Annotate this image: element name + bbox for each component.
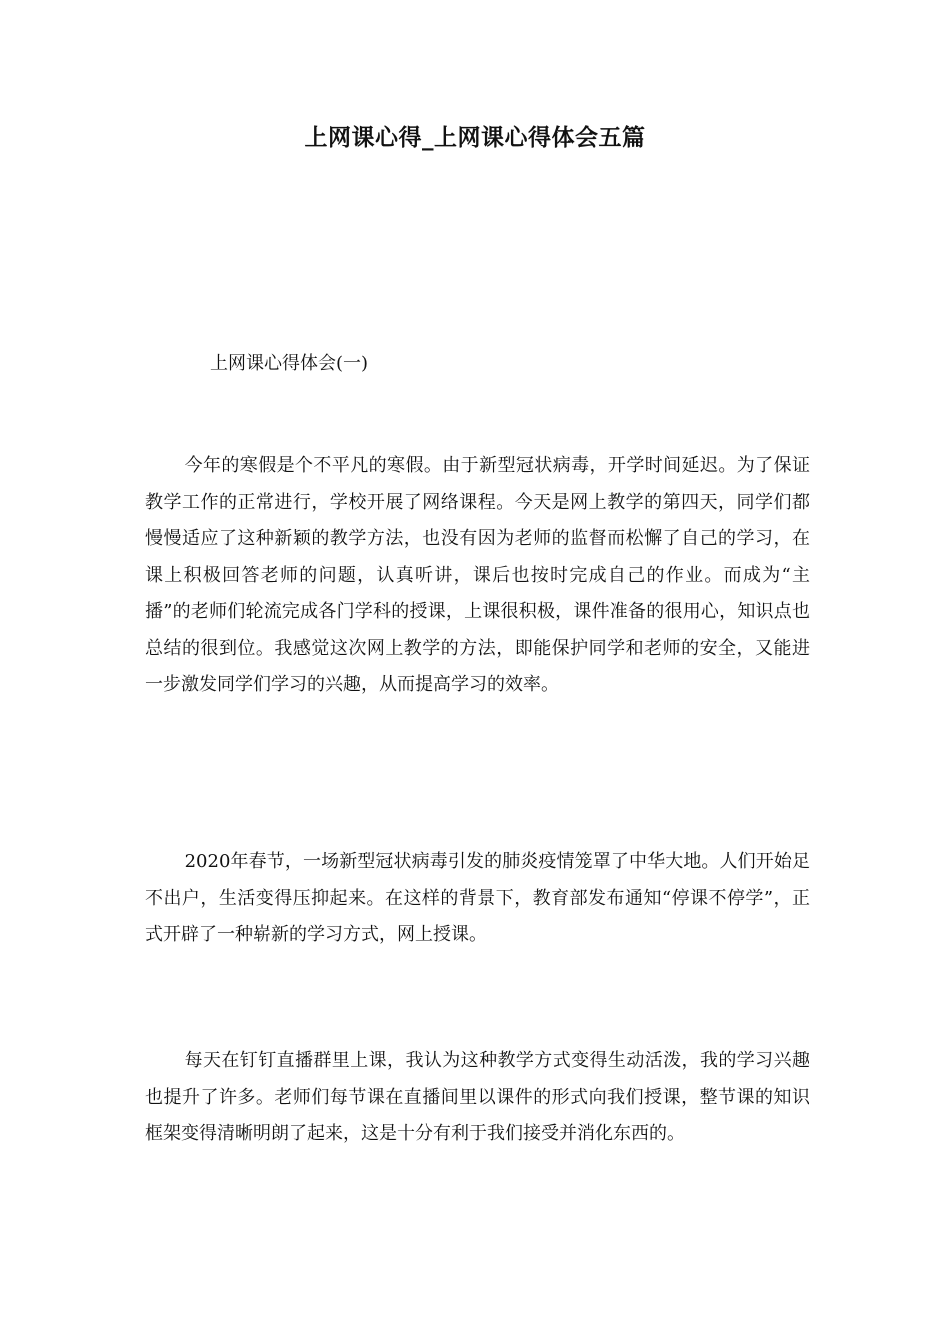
document-title: 上网课心得_上网课心得体会五篇 (304, 124, 646, 151)
paragraph-3: 每天在钉钉直播群里上课，我认为这种教学方式变得生动活泼，我的学习兴趣也提升了许多。老师们每节课在直播间里以课件的形式向我们授课，整节课的知识框架变得清晰明朗了起来，这是十分有利于我们接受并消化东西的。 (145, 1050, 810, 1144)
section-heading: 上网课心得体会(一) (210, 353, 369, 374)
paragraph-2: 2020年春节，一场新型冠状病毒引发的肺炎疫情笼罩了中华大地。人们开始足不出户，生活变得压抑起来。在这样的背景下，教育部发布通知“停课不停学”，正式开辟了一种崭新的学习方式，网上授课。 (145, 851, 810, 945)
paragraph-1: 今年的寒假是个不平凡的寒假。由于新型冠状病毒，开学时间延迟。为了保证教学工作的正常进行，学校开展了网络课程。今天是网上教学的第四天，同学们都慢慢适应了这种新颖的教学方法，也没有因为老师的监督而松懈了自己的学习，在课上积极回答老师的问题，认真听讲，课后也按时完成自己的作业。而成为“主播”的老师们轮流完成各门学科的授课，上课很积极，课件准备的很用心，知识点也总结的很到位。我感觉这次网上教学的方法，即能保护同学和老师的安全，又能进一步激发同学们学习的兴趣，从而提高学习的效率。 (145, 455, 810, 695)
